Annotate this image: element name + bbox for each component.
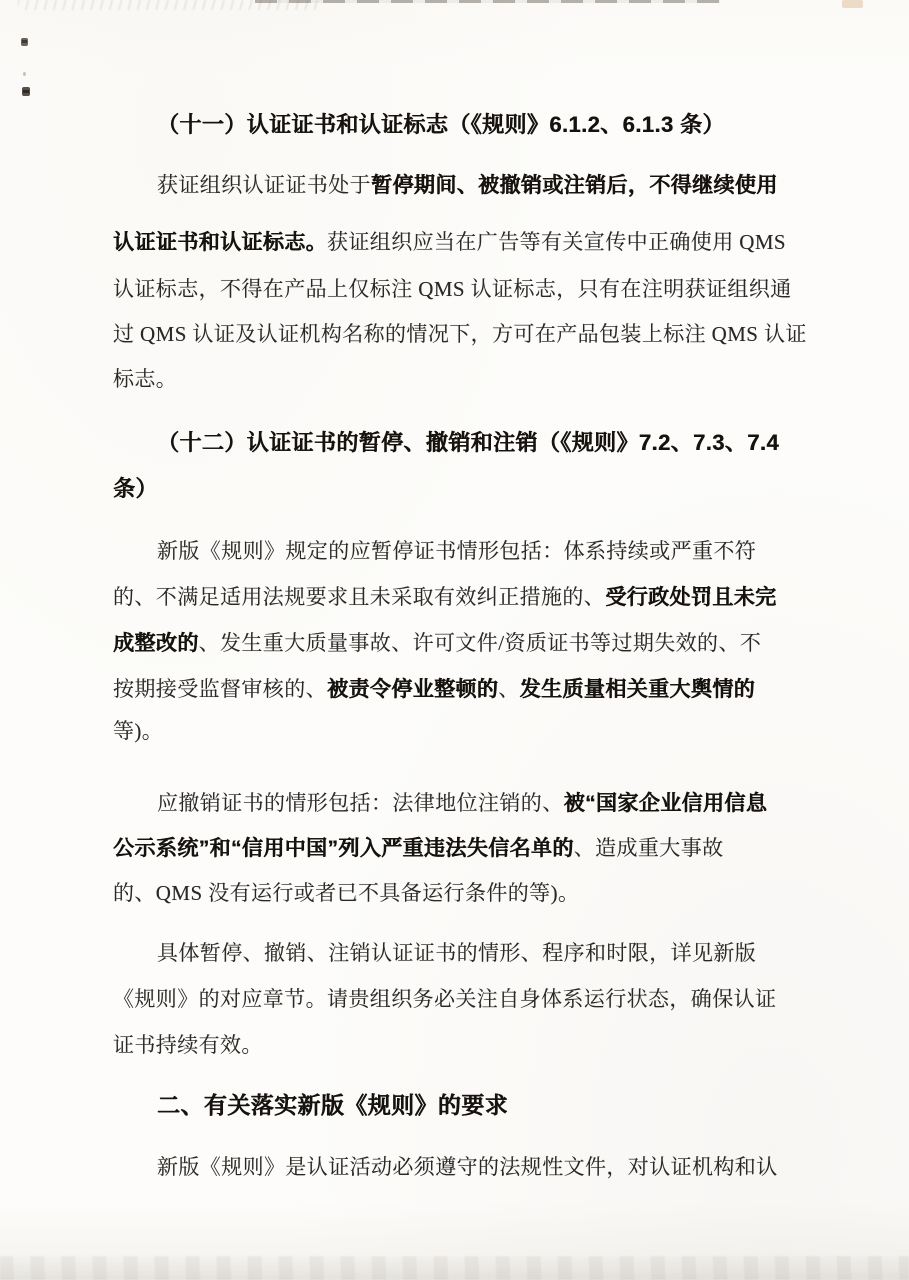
bold-text: 被“国家企业信用信息 bbox=[563, 792, 768, 815]
heading-text: （十二）认证证书的暂停、撤销和注销（《规则》7.2、7.3、7.4 bbox=[157, 430, 779, 455]
body-text: 标志。 bbox=[113, 367, 178, 391]
bold-text: 被责令停业整顿的 bbox=[327, 678, 499, 701]
body-text: 获证组织认证证书处于 bbox=[157, 173, 371, 197]
paragraph-line bbox=[113, 786, 857, 820]
body-text: 、 bbox=[498, 677, 520, 701]
section-heading-11 bbox=[113, 108, 857, 142]
paragraph-line bbox=[113, 272, 813, 306]
bold-text: 成整改的 bbox=[113, 632, 199, 655]
body-text: 的、QMS 没有运行或者已不具备运行条件的等)。 bbox=[113, 881, 580, 905]
scan-speck-left-1 bbox=[21, 38, 28, 46]
body-text: 、发生重大质量事故、许可文件/资质证书等过期失效的、不 bbox=[198, 631, 762, 655]
paragraph-line bbox=[113, 626, 813, 660]
paragraph-line bbox=[113, 936, 857, 970]
body-text: 过 QMS 认证及认证机构名称的情况下，方可在产品包装上标注 QMS 认证 bbox=[113, 322, 807, 346]
bold-text: 受行政处罚且未完 bbox=[605, 586, 777, 609]
bold-text: 暂停期间、被撤销或注销后，不得继续使用 bbox=[371, 174, 778, 197]
bold-text: 发生质量相关重大舆情的 bbox=[519, 678, 756, 701]
scan-speck-top-right bbox=[842, 0, 863, 8]
body-text: 具体暂停、撤销、注销认证证书的情形、程序和时限，详见新版 bbox=[157, 941, 757, 965]
paragraph-line bbox=[113, 580, 813, 614]
paragraph-line bbox=[113, 876, 813, 910]
scan-edge-line-top bbox=[255, 0, 720, 3]
body-text: 按期接受监督审核的、 bbox=[113, 677, 327, 701]
section-heading-2 bbox=[113, 1088, 857, 1122]
paragraph-line bbox=[113, 1150, 857, 1184]
scan-speck-left-2 bbox=[23, 72, 26, 76]
bold-text: 公示系统”和“信用中国”列入严重违法失信名单的 bbox=[113, 837, 574, 860]
heading-text: 二、有关落实新版《规则》的要求 bbox=[157, 1092, 508, 1118]
body-text: 获证组织应当在广告等有关宣传中正确使用 QMS bbox=[327, 230, 786, 254]
paragraph-line bbox=[113, 1028, 813, 1062]
body-text: 、造成重大事故 bbox=[573, 836, 724, 860]
section-heading-12 bbox=[113, 426, 857, 460]
body-text: 的、不满足适用法规要求且未采取有效纠正措施的、 bbox=[113, 585, 606, 609]
body-text: 新版《规则》是认证活动必须遵守的法规性文件，对认证机构和认 bbox=[157, 1155, 778, 1179]
paragraph-line bbox=[113, 317, 813, 351]
paragraph-line bbox=[113, 831, 813, 865]
body-text: 认证标志，不得在产品上仅标注 QMS 认证标志，只有在注明获证组织通 bbox=[113, 277, 792, 301]
bold-text: 认证证书和认证标志。 bbox=[113, 231, 327, 254]
paragraph-line bbox=[113, 672, 813, 706]
scan-speck-left-3 bbox=[22, 87, 30, 96]
body-text: 新版《规则》规定的应暂停证书情形包括：体系持续或严重不符 bbox=[157, 539, 757, 563]
body-text: 《规则》的对应章节。请贵组织务必关注自身体系运行状态，确保认证 bbox=[113, 987, 777, 1011]
paragraph-line bbox=[113, 225, 813, 259]
body-text: 应撤销证书的情形包括：法律地位注销的、 bbox=[157, 791, 564, 815]
paragraph-line bbox=[113, 714, 813, 748]
heading-text: 条） bbox=[113, 476, 158, 501]
scan-noise-bottom bbox=[0, 1256, 909, 1280]
section-heading-12-cont bbox=[113, 472, 813, 506]
body-text: 等)。 bbox=[113, 719, 164, 743]
paragraph-line bbox=[113, 982, 813, 1016]
paragraph-line bbox=[113, 362, 813, 396]
body-text: 证书持续有效。 bbox=[113, 1033, 263, 1057]
paragraph-line bbox=[113, 534, 857, 568]
paragraph-line bbox=[113, 168, 857, 202]
heading-text: （十一）认证证书和认证标志（《规则》6.1.2、6.1.3 条） bbox=[157, 112, 725, 137]
